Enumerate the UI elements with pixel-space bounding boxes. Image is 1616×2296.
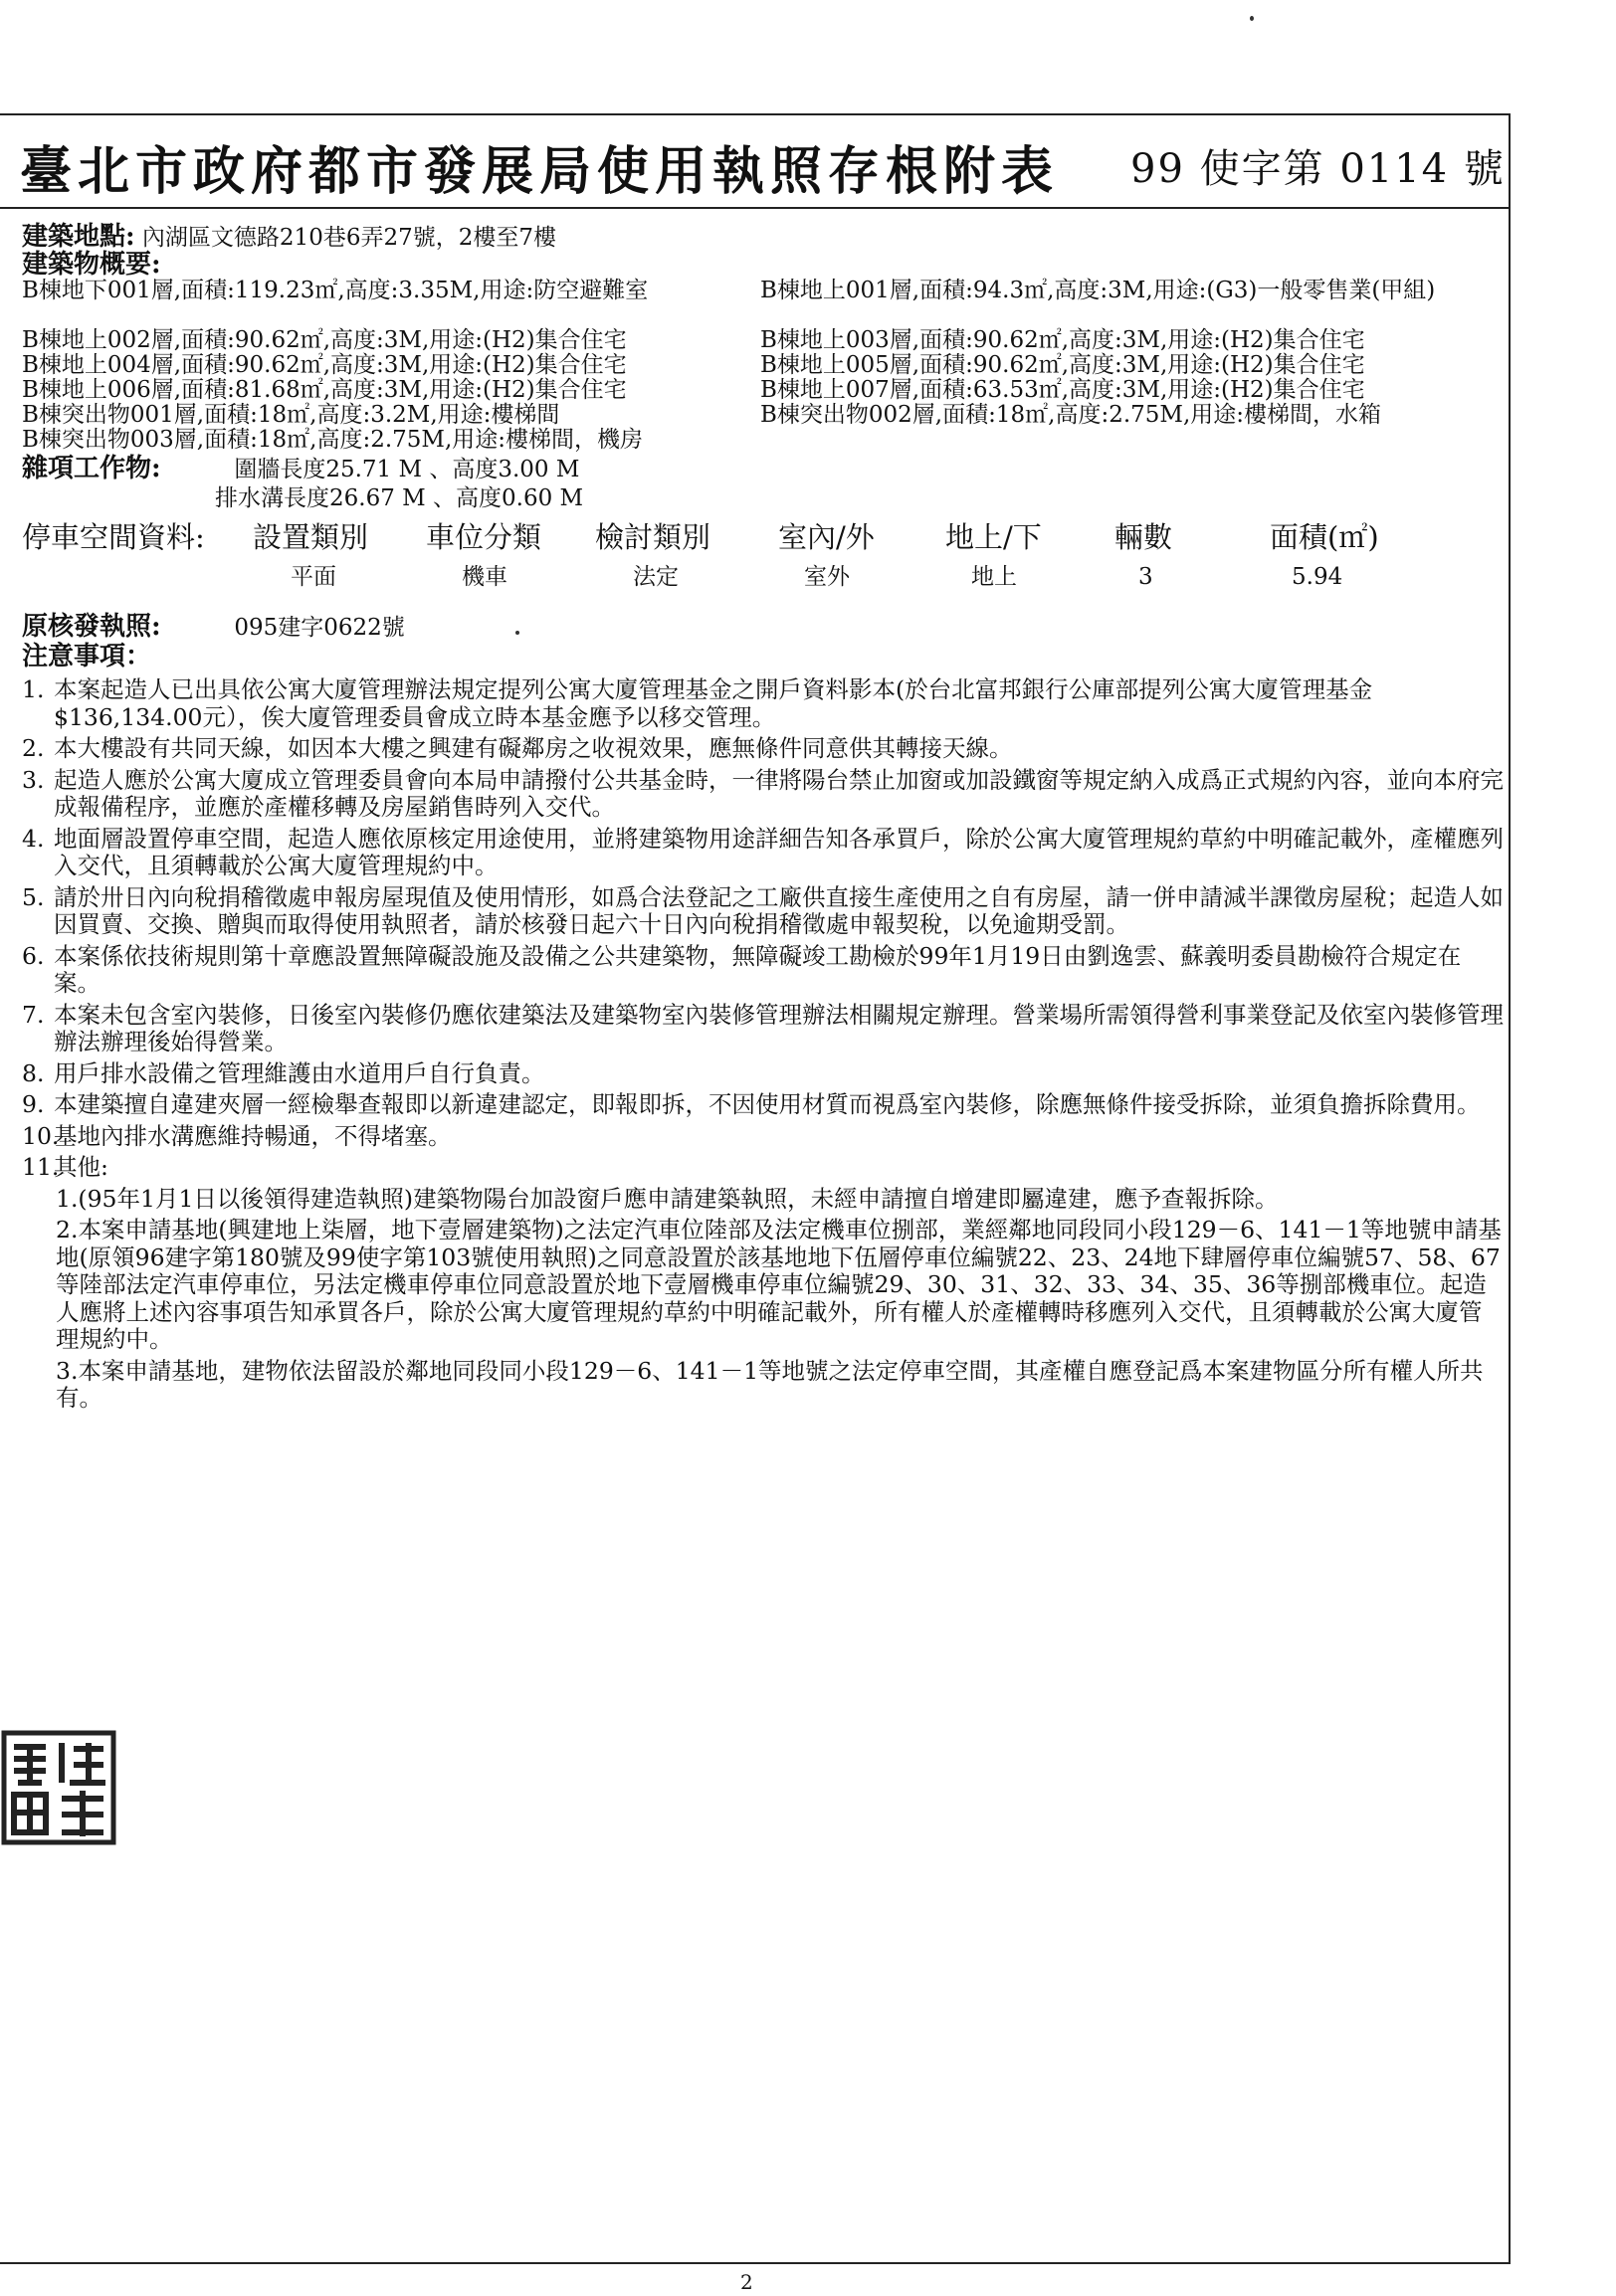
overview-cell: B棟地上005層,面積:90.62㎡,高度:3M,用途:(H2)集合住宅 (760, 352, 1365, 378)
overview-cell: B棟地上002層,面積:90.62㎡,高度:3M,用途:(H2)集合住宅 (22, 327, 627, 353)
note-number: 11. (22, 1153, 60, 1181)
note-item (22, 1060, 1505, 1088)
notes-heading-row (22, 642, 1505, 671)
misc-works-line: 圍牆長度25.71 M 、高度3.00 M (234, 457, 580, 482)
note-sub-item: 3.本案申請基地，建物依法留設於鄰地同段同小段129－6、141－1等地號之法定停車空間，其產權自應登記爲本案建物區分所有權人所共有。 (56, 1356, 1484, 1412)
permit-number: 99 使字第 0114 號 (1130, 146, 1506, 192)
note-item (22, 884, 1505, 939)
parking-col-header: 輛數 (1114, 520, 1173, 554)
misc-works-line: 排水溝長度26.67 M 、高度0.60 M (215, 485, 584, 511)
note-number: 7. (22, 1000, 45, 1029)
misc-works-row (22, 486, 1505, 511)
overview-cell: B棟地上007層,面積:63.53㎡,高度:3M,用途:(H2)集合住宅 (760, 377, 1365, 403)
note-number: 10. (22, 1121, 60, 1150)
parking-row (22, 565, 1505, 605)
overview-row (22, 428, 1505, 453)
site-value: 內湖區文德路210巷6弄27號，2樓至7樓 (141, 225, 556, 251)
note-text: 其他: (54, 1153, 108, 1181)
overview-cell: B棟突出物003層,面積:18㎡,高度:2.75M,用途:樓梯間，機房 (22, 427, 644, 453)
note-item (22, 1091, 1505, 1119)
overview-cell: B棟地下001層,面積:119.23㎡,高度:3.35M,用途:防空避難室 (22, 278, 649, 303)
note-item (22, 1123, 1505, 1151)
parking-col-header: 面積(㎡) (1270, 520, 1379, 554)
overview-row (22, 403, 1505, 428)
page-number: 2 (740, 2270, 753, 2294)
ink-speck (515, 631, 519, 635)
note-item (22, 1002, 1505, 1056)
parking-col-header: 檢討類別 (595, 520, 711, 554)
note-number: 3. (22, 765, 45, 794)
misc-works-row (22, 454, 1505, 483)
overview-cell: B棟突出物002層,面積:18㎡,高度:2.75M,用途:樓梯間，水箱 (760, 402, 1382, 428)
parking-cell: 地上 (971, 564, 1017, 590)
note-text: 本案起造人已出具依公寓大廈管理辦法規定提列公寓大廈管理基金之開戶資料影本(於台北富邦銀行公庫部提列公寓大廈管理基金$136,134.00元），俟大廈管理委員會成立時本基金應予以移交管理。 (54, 675, 1373, 731)
parking-cell: 平面 (291, 564, 336, 590)
parking-cell: 5.94 (1292, 564, 1343, 590)
parking-cell: 機車 (462, 564, 507, 590)
note-item (22, 1154, 1505, 1182)
parking-col-header: 地上/下 (945, 520, 1042, 554)
note-text: 本大樓設有共同天線，如因本大樓之興建有礙鄰房之收視效果，應無條件同意供其轉接天線。 (54, 734, 1013, 762)
original-permit-value: 095建字0622號 (234, 615, 405, 641)
note-number: 9. (22, 1090, 45, 1118)
overview-label: 建築物概要: (22, 250, 161, 280)
note-number: 5. (22, 882, 45, 911)
note-number: 8. (22, 1058, 45, 1087)
note-number: 6. (22, 941, 45, 970)
document-body (22, 222, 1505, 1417)
overview-cell: B棟地上006層,面積:81.68㎡,高度:3M,用途:(H2)集合住宅 (22, 377, 627, 403)
note-text: 用戶排水設備之管理維護由水道用戶自行負責。 (54, 1058, 545, 1087)
parking-cell: 3 (1138, 564, 1153, 590)
parking-cell: 法定 (633, 564, 679, 590)
note-sub-item: 1.(95年1月1日以後領得建造執照)建築物陽台加設窗戶應申請建築執照，未經申請擅自增建即屬違建，應予查報拆除。 (56, 1184, 1279, 1213)
overview-row (22, 353, 1505, 378)
note-text: 地面層設置停車空間，起造人應依原核定用途使用，並將建築物用途詳細告知各承買戶，除於公寓大廈管理規約草約中明確記載外，產權應列入交代，且須轉載於公寓大廈管理規約中。 (54, 824, 1504, 879)
site-row (22, 222, 1505, 252)
original-permit-label: 原核發執照: (22, 612, 161, 642)
ink-speck (1250, 16, 1254, 21)
notes-label: 注意事項： (22, 642, 152, 671)
parking-label: 停車空間資料: (22, 520, 205, 554)
note-item (22, 735, 1505, 763)
overview-row (22, 328, 1505, 353)
note-text: 起造人應於公寓大廈成立管理委員會向本局申請撥付公共基金時，一律將陽台禁止加窗或加設鐵窗等規定納入成爲正式規約內容，並向本府完成報備程序，並應於產權移轉及房屋銷售時列入交代。 (54, 765, 1504, 821)
note-number: 1. (22, 675, 45, 703)
note-text: 本案係依技術規則第十章應設置無障礙設施及設備之公共建築物，無障礙竣工勘檢於99年1月19日由劉逸雲、蘇義明委員勘檢符合規定在案。 (54, 941, 1462, 997)
header (0, 113, 1511, 209)
site-label: 建築地點: (22, 222, 135, 252)
parking-col-header: 車位分類 (426, 520, 542, 554)
note-text: 請於卅日內向稅捐稽徵處申報房屋現值及使用情形，如爲合法登記之工廠供直接生產使用之自有房屋，請一併申請減半課徵房屋稅；起造人如因買賣、交換、贈與而取得使用執照者，請於核發日起六十日內向稅捐稽徵處申報契稅，以免逾期受罰。 (54, 882, 1504, 938)
note-sub-item: 2.本案申請基地(興建地上柒層，地下壹層建築物)之法定汽車位陸部及法定機車位捌部，業經鄰地同段同小段129－6、141－1等地號申請基地(原領96建字第180號及99使字第103號使用執照)之同意設置於該基地地下伍層停車位編號22、23、24地下肆層停車位編號57、58、67等陸部法定汽車停車位，另法定機車停車位同意設置於地下壹層機車停車位編號29、30、31、32、33、34、35、36等捌部機車位。起造人應將上述內容事項告知承買各戶，除於公寓大廈管理規約草約中明確記載外，所有權人於產權轉時移應列入交代，且須轉載於公寓大廈管理規約中。 (56, 1216, 1502, 1353)
overview-cell: B棟突出物001層,面積:18㎡,高度:3.2M,用途:樓梯間 (22, 402, 560, 428)
overview-cell: B棟地上001層,面積:94.3㎡,高度:3M,用途:(G3)一般零售業(甲組) (760, 278, 1436, 303)
page-title: 臺北市政府都市發展局使用執照存根附表 (20, 141, 1060, 202)
parking-col-header: 室內/外 (778, 520, 875, 554)
parking-col-header: 設置類別 (253, 520, 369, 554)
note-text: 本案未包含室內裝修，日後室內裝修仍應依建築法及建築物室內裝修管理辦法相關規定辦理。營業場所需領得營利事業登記及依室內裝修管理辦法辦理後始得營業。 (54, 1000, 1504, 1055)
overview-cell: B棟地上004層,面積:90.62㎡,高度:3M,用途:(H2)集合住宅 (22, 352, 627, 378)
note-item (22, 767, 1505, 822)
parking-header (22, 520, 1505, 565)
note-item (22, 676, 1505, 731)
overview-label-row (22, 250, 1505, 280)
note-item (22, 943, 1505, 998)
parking-cell: 室外 (804, 564, 850, 590)
original-permit-row (22, 612, 1505, 642)
misc-works-label: 雜項工作物: (22, 454, 161, 483)
official-seal-icon (0, 1729, 117, 1846)
note-text: 本建築擅自違建夾層一經檢舉查報即以新違建認定，即報即拆，不因使用材質而視爲室內裝修，除應無條件接受拆除，並須負擔拆除費用。 (54, 1090, 1481, 1118)
note-text: 基地內排水溝應維持暢通，不得堵塞。 (54, 1121, 452, 1150)
overview-row (22, 378, 1505, 403)
notes-list (22, 676, 1505, 1413)
note-number: 4. (22, 824, 45, 853)
note-item (22, 826, 1505, 880)
note-number: 2. (22, 734, 45, 762)
overview-row (22, 279, 1505, 328)
overview-cell: B棟地上003層,面積:90.62㎡,高度:3M,用途:(H2)集合住宅 (760, 327, 1365, 353)
